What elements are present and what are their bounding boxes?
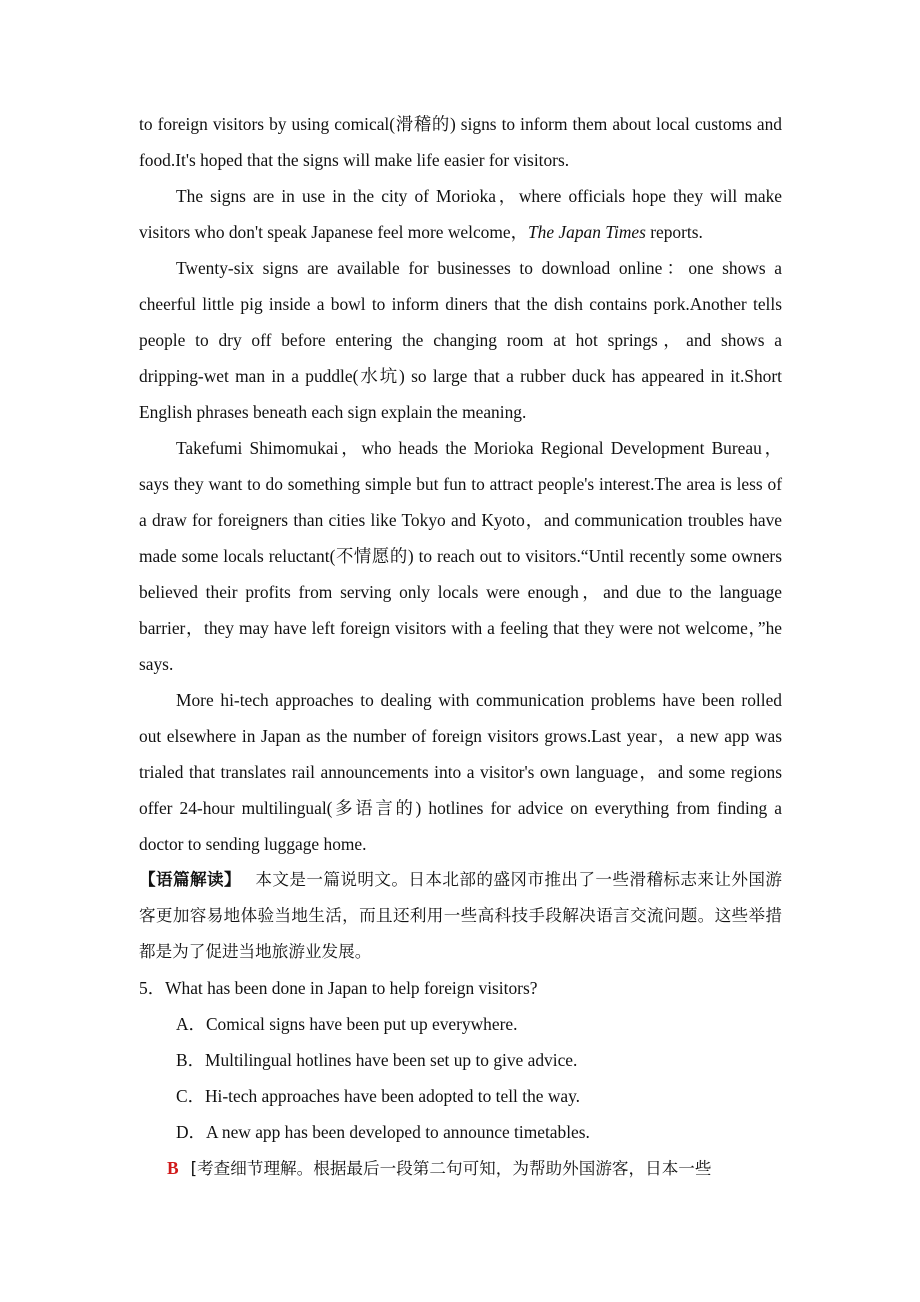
passage-paragraph-2-end: reports. xyxy=(645,222,703,242)
option-a: A．Comical signs have been put up everywhere. xyxy=(176,1014,518,1034)
passage-paragraph-1: to foreign visitors by using comical(滑稽的) signs to inform them about local customs and food.It's hoped that the signs will make life easier for visitors. xyxy=(139,114,782,170)
question-number: 5． xyxy=(139,978,166,998)
passage-paragraph-5: More hi‑tech approaches to dealing with communication problems have been rolled out elsewhere in Japan as the number of foreign visitors grows.Last year，a new app was trialed that translates rail announcements into a visitor's own language，and some regions offer 24‑hour multilingual(多语言的) hotlines for advice on everything from finding a doctor to sending luggage home. xyxy=(139,690,782,854)
passage-paragraph-2-text: The signs are in use in the city of Morioka，where officials hope they will make visitors who don't speak Japanese feel more welcome， xyxy=(139,186,782,242)
passage-paragraph-2 xyxy=(139,178,782,250)
passage-analysis xyxy=(139,862,782,970)
answer-letter: B xyxy=(167,1158,179,1178)
document-page xyxy=(139,106,782,1187)
question-stem xyxy=(139,970,782,1006)
answer-explanation xyxy=(139,1150,782,1187)
newspaper-title: The Japan Times xyxy=(528,222,646,242)
option-b: B．Multilingual hotlines have been set up to give advice. xyxy=(176,1050,578,1070)
option-c: C．Hi‑tech approaches have been adopted to tell the way. xyxy=(176,1086,581,1106)
analysis-text: 本文是一篇说明文。日本北部的盛冈市推出了一些滑稽标志来让外国游客更加容易地体验当地生活，而且还利用一些高科技手段解决语言交流问题。这些举措都是为了促进当地旅游业发展。 xyxy=(139,870,782,961)
passage-paragraph-4: Takefumi Shimomukai，who heads the Morioka Regional Development Bureau，says they want to do something simple but fun to attract people's interest.The area is less of a draw for foreigners than cities like Tokyo and Kyoto，and communication troubles have made some locals reluctant(不情愿的) to reach out to visitors.“Until recently some owners believed their profits from serving only locals were enough，and due to the language barrier，they may have left foreign visitors with a feeling that they were not welcome，”he says. xyxy=(139,438,782,674)
explanation-text: [考查细节理解。根据最后一段第二句可知，为帮助外国游客，日本一些 xyxy=(190,1159,712,1178)
passage-paragraph-3: Twenty‑six signs are available for businesses to download online：one shows a cheerful little pig inside a bowl to inform diners that the dish contains pork.Another tells people to dry off before entering the changing room at hot springs，and shows a dripping‑wet man in a puddle(水坑) so large that a rubber duck has appeared in it.Short English phrases beneath each sign explain the meaning. xyxy=(139,258,782,422)
question-text: What has been done in Japan to help foreign visitors? xyxy=(165,978,538,998)
analysis-label: 【语篇解读】 xyxy=(139,870,241,889)
option-d: D．A new app has been developed to announce timetables. xyxy=(176,1122,590,1142)
